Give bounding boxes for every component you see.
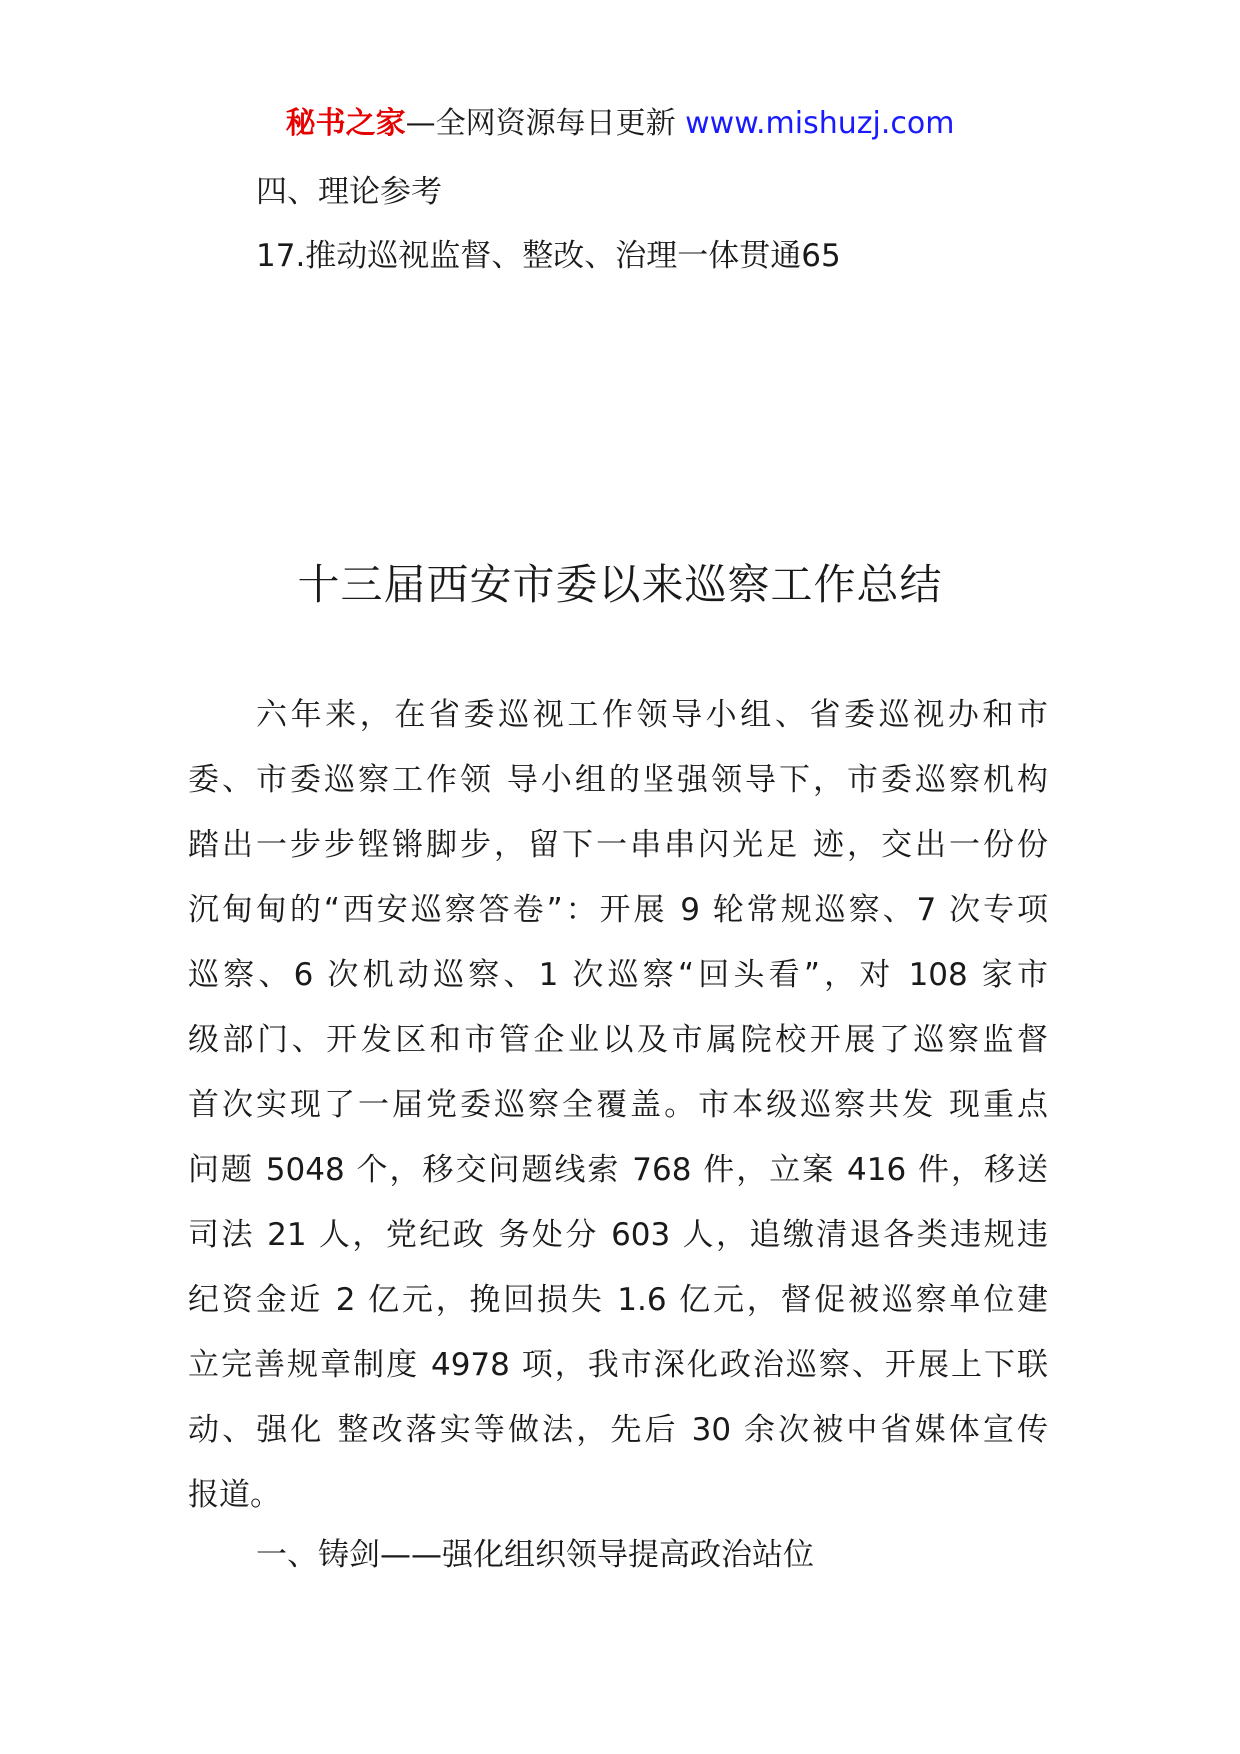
site-header	[0, 100, 1240, 148]
body-paragraph	[188, 683, 1048, 1528]
toc-section-heading: 四、理论参考	[256, 174, 442, 210]
paragraph-line: 动、强化 整改落实等做法，先后 30 余次被中省媒体宣传	[188, 1412, 1048, 1448]
site-url-link[interactable]: www.mishuzj.com	[685, 106, 955, 141]
header-tagline: —全网资源每日更新	[405, 106, 686, 141]
document-title: 十三届西安市委以来巡察工作总结	[297, 560, 943, 609]
paragraph-line: 首次实现了一届党委巡察全覆盖。市本级巡察共发 现重点	[188, 1087, 1048, 1123]
paragraph-line: 立完善规章制度 4978 项，我市深化政治巡察、开展上下联	[188, 1347, 1048, 1383]
paragraph-line: 踏出一步步铿锵脚步，留下一串串闪光足 迹，交出一份份	[188, 827, 1048, 863]
paragraph-line: 委、市委巡察工作领 导小组的坚强领导下，市委巡察机构	[188, 762, 1048, 798]
paragraph-line: 巡察、6 次机动巡察、1 次巡察“回头看”，对 108 家市	[188, 957, 1048, 993]
paragraph-line: 级部门、开发区和市管企业以及市属院校开展了巡察监督	[188, 1022, 1048, 1058]
paragraph-line: 纪资金近 2 亿元，挽回损失 1.6 亿元，督促被巡察单位建	[188, 1282, 1048, 1318]
brand-name: 秘书之家	[285, 106, 406, 141]
paragraph-line: 六年来，在省委巡视工作领导小组、省委巡视办和市	[256, 697, 1048, 733]
paragraph-line: 沉甸甸的“西安巡察答卷”：开展 9 轮常规巡察、7 次专项	[188, 892, 1048, 928]
section-heading: 一、铸剑——强化组织领导提高政治站位	[256, 1537, 814, 1573]
paragraph-line: 报道。	[188, 1477, 281, 1513]
paragraph-line: 问题 5048 个，移交问题线索 768 件，立案 416 件，移送	[188, 1152, 1048, 1188]
toc-item: 17.推动巡视监督、整改、治理一体贯通65	[256, 238, 841, 274]
paragraph-line: 司法 21 人，党纪政 务处分 603 人，追缴清退各类违规违	[188, 1217, 1048, 1253]
